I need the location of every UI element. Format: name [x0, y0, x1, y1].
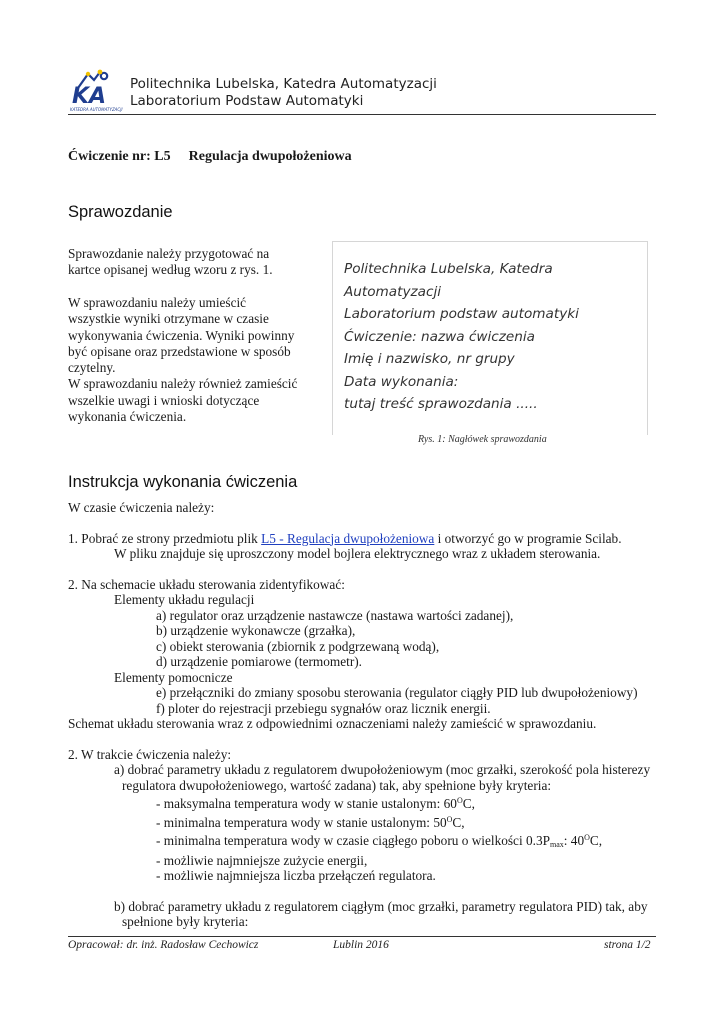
step-3b-line-2: spełnione były kryteria:	[122, 914, 249, 929]
max-sub: max	[550, 840, 564, 849]
unit: C,	[462, 796, 475, 811]
criterion-max-temp	[68, 793, 668, 812]
step-3-title: 2. W trakcie ćwiczenia należy:	[68, 746, 232, 762]
report-heading: Sprawozdanie	[68, 203, 173, 221]
sample-line: Imię i nazwisko, nr grupy	[344, 351, 515, 368]
logo-subtext: KATEDRA AUTOMATYZACJI	[70, 107, 123, 112]
footer-page-number: strona 1/2	[604, 939, 651, 951]
auxiliary-elements-title: Elementy pomocnicze	[114, 669, 233, 685]
sample-line: Data wykonania:	[344, 373, 459, 390]
step-3b-line-1: b) dobrać parametry układu z regulatorem ciągłym (moc grzałki, parametry regulatora PID) tak, aby	[114, 898, 648, 914]
header-divider	[68, 114, 656, 115]
schema-note: Schemat układu sterowania wraz z odpowiednimi oznaczeniami należy zamieścić w sprawozdaniu.	[68, 716, 597, 731]
department-logo	[68, 66, 124, 114]
list-item: a) regulator oraz urządzenie nastawcze (nastawa wartości zadanej),	[156, 607, 514, 623]
list-item: f) ploter do rejestracji przebiegu sygnałów oraz licznik energii.	[156, 700, 491, 716]
degree-sup: O	[446, 814, 453, 824]
figure-caption: Rys. 1: Nagłówek sprawozdania	[418, 434, 547, 445]
report-paragraph-1	[68, 246, 273, 279]
criterion-draw-temp	[68, 830, 668, 853]
instructions-heading: Instrukcja wykonania ćwiczenia	[68, 473, 298, 491]
header-laboratory: Laboratorium Podstaw Automatyki	[130, 93, 364, 109]
list-item: e) przełączniki do zmiany sposobu sterowania (regulator ciągły PID lub dwupołożeniowy)	[156, 685, 638, 700]
list-item: c) obiekt sterowania (zbiornik z podgrzewaną wodą),	[156, 638, 440, 654]
degree-sup: O	[584, 833, 590, 842]
step-1-prefix: 1. Pobrać ze strony przedmiotu plik	[68, 530, 262, 546]
text-line: kartce opisanej według wzoru z rys. 1.	[68, 262, 273, 278]
sample-line: Ćwiczenie: nazwa ćwiczenia	[344, 328, 535, 345]
header-titles	[130, 76, 437, 110]
sample-content-placeholder: tutaj treść sprawozdania .....	[344, 396, 538, 412]
text-line: wykonywania ćwiczenia. Wyniki powinny	[68, 327, 295, 343]
text-line: wykonania ćwiczenia.	[68, 409, 187, 425]
unit: C,	[589, 833, 603, 848]
text-line: W sprawozdaniu należy umieścić	[68, 295, 247, 310]
instructions-intro: W czasie ćwiczenia należy:	[68, 500, 215, 515]
sample-line: Politechnika Lubelska, Katedra Automatyzacji	[344, 261, 553, 300]
sample-header-lines	[344, 258, 647, 394]
text-line: być opisane oraz przedstawione w sposób	[68, 343, 291, 359]
criterion-text: - minimalna temperatura wody w stanie ustalonym: 50	[156, 814, 447, 830]
report-paragraph-2	[68, 295, 297, 425]
step-1-detail: W pliku znajduje się uproszczony model bojlera elektrycznego wraz z układem sterowania.	[114, 546, 601, 561]
footer-divider	[68, 936, 656, 937]
criterion-value: : 40	[563, 833, 585, 848]
criterion-text: - maksymalna temperatura wody w stanie ustalonym: 60	[156, 796, 457, 811]
exercise-name: Regulacja dwupołożeniowa	[188, 149, 352, 164]
step-1-suffix: i otworzyć go w programie Scilab.	[434, 530, 622, 546]
exercise-title	[68, 149, 352, 165]
step-3a-line-1: a) dobrać parametry układu z regulatorem dwupołożeniowym (moc grzałki, szerokość pola histerezy	[114, 762, 651, 777]
text-line: wszelkie uwagi i wnioski dotyczące	[68, 392, 260, 408]
criterion-min-temp	[68, 812, 668, 831]
footer-place-year: Lublin 2016	[333, 939, 389, 951]
list-item: d) urządzenie pomiarowe (termometr).	[156, 654, 363, 669]
control-elements-title: Elementy układu regulacji	[114, 592, 255, 607]
step-1	[68, 531, 668, 547]
criterion-switching: - możliwie najmniejsza liczba przełączeń regulatora.	[156, 868, 436, 883]
report-header-sample-figure	[332, 241, 648, 435]
text-line: wszystkie wyniki otrzymane w czasie	[68, 311, 269, 327]
step-2-title: 2. Na schemacie układu sterowania zidentyfikować:	[68, 576, 345, 592]
unit: C,	[452, 814, 465, 830]
sample-line: Laboratorium podstaw automatyki	[344, 306, 579, 323]
list-item: b) urządzenie wykonawcze (grzałka),	[156, 623, 356, 638]
exercise-number: Ćwiczenie nr: L5	[68, 149, 171, 164]
header-university: Politechnika Lubelska, Katedra Automatyzacji	[130, 76, 437, 92]
criterion-text: - minimalna temperatura wody w czasie ciągłego poboru o wielkości 0.3P	[156, 833, 550, 848]
text-line: czytelny.	[68, 360, 116, 376]
logo-ka-text: KA	[72, 84, 107, 109]
footer-author: Opracował: dr. inż. Radosław Cechowicz	[68, 939, 259, 951]
criterion-energy: - możliwie najmniejsze zużycie energii,	[156, 852, 368, 868]
text-line: Sprawozdanie należy przygotować na	[68, 246, 270, 261]
step-3a-line-2: regulatora dwupołożeniowego, wartość zadana) tak, aby spełnione były kryteria:	[122, 777, 552, 793]
download-file-link[interactable]: L5 - Regulacja dwupołożeniowa	[261, 530, 435, 546]
text-line: W sprawozdaniu należy również zamieścić	[68, 376, 298, 392]
degree-sup: O	[456, 796, 463, 805]
instructions-body	[68, 500, 668, 930]
